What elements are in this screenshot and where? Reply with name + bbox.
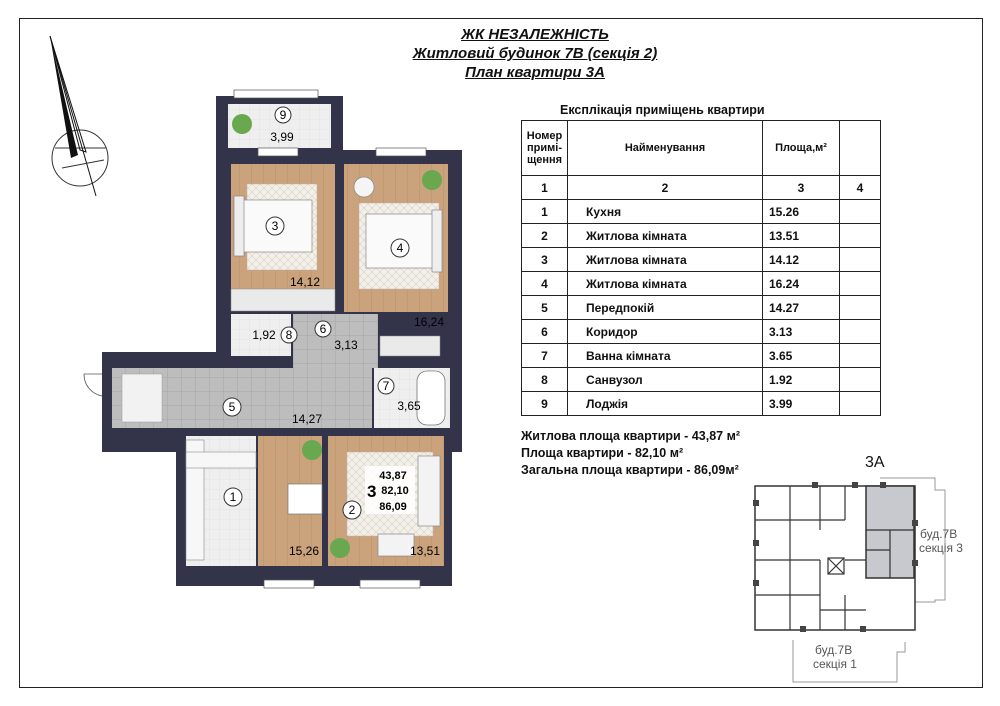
section3-label: секція 3 (919, 541, 963, 555)
room-area: 13,51 (409, 544, 441, 558)
header-area: Площа,м² (763, 121, 840, 176)
index-cell: 2 (568, 176, 763, 200)
apartment-title: План квартири 3А (465, 64, 605, 81)
table-row: 7 Ванна кімната 3.65 (522, 344, 881, 368)
table-row: 3 Житлова кімната 14.12 (522, 248, 881, 272)
room-area: 3,65 (397, 399, 421, 413)
table-row: 4 Житлова кімната 16.24 (522, 272, 881, 296)
header-number: Номер примі-щення (522, 121, 568, 176)
room-area: 3,99 (270, 130, 294, 144)
room-number: 1 (229, 490, 237, 504)
room-number: 7 (382, 379, 390, 393)
section1-label: секція 1 (813, 657, 857, 671)
index-cell: 3 (763, 176, 840, 200)
room-number: 8 (285, 328, 293, 342)
room-number: 5 (228, 400, 236, 414)
table-row: 5 Передпокій 14.27 (522, 296, 881, 320)
table-row: 9 Лоджія 3.99 (522, 392, 881, 416)
apartment-area: Площа квартири - 82,10 м² (521, 446, 684, 460)
table-row: 1 Кухня 15.26 (522, 200, 881, 224)
table-row: 2 Житлова кімната 13.51 (522, 224, 881, 248)
header-name: Найменування (568, 121, 763, 176)
room-area: 1,92 (252, 328, 276, 342)
table-row: 8 Санвузол 1.92 (522, 368, 881, 392)
room-area: 14,27 (291, 412, 323, 426)
section1-building: буд.7В (815, 643, 853, 657)
room-number: 3 (271, 219, 279, 233)
total-area: Загальна площа квартири - 86,09м² (521, 463, 739, 477)
index-cell: 4 (840, 176, 881, 200)
explication-title: Експлікація приміщень квартири (560, 103, 765, 117)
badge-apartment: 82,10 (381, 485, 409, 497)
living-area: Житлова площа квартири - 43,87 м² (521, 429, 740, 443)
complex-title: ЖК НЕЗАЛЕЖНІСТЬ (461, 26, 609, 43)
room-area: 16,24 (413, 315, 445, 329)
room-area: 14,12 (289, 275, 321, 289)
section3-building: буд.7В (920, 527, 958, 541)
room-number: 2 (348, 503, 356, 517)
index-cell: 1 (522, 176, 568, 200)
key-plan-label: 3А (865, 454, 885, 471)
table-row: 6 Коридор 3.13 (522, 320, 881, 344)
badge-rooms: 3 (367, 482, 377, 501)
badge-total: 86,09 (379, 501, 407, 513)
room-number: 6 (319, 322, 327, 336)
room-area: 3,13 (334, 338, 358, 352)
badge-living: 43,87 (379, 470, 407, 482)
building-title: Житловий будинок 7В (секція 2) (412, 45, 658, 62)
room-number: 4 (396, 241, 404, 255)
room-number: 9 (279, 108, 287, 122)
room-area: 15,26 (288, 544, 320, 558)
